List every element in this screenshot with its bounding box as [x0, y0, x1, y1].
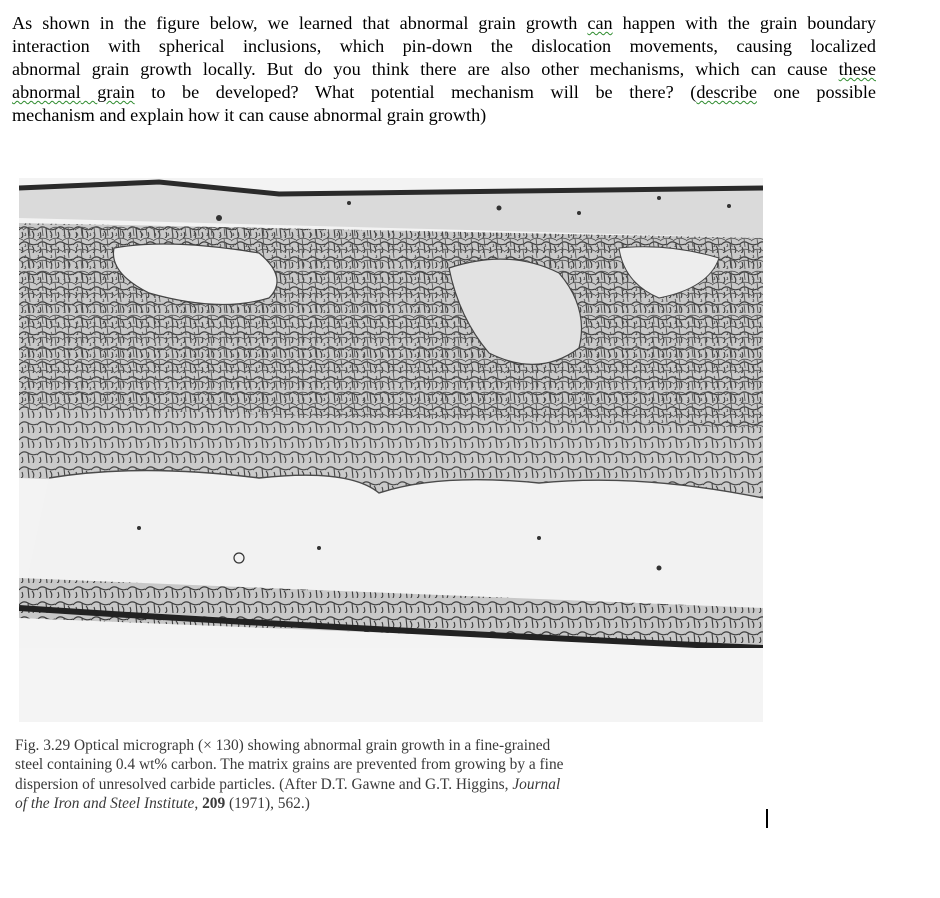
spellcheck-word[interactable]: describe — [696, 82, 757, 102]
spellcheck-word[interactable]: grain — [97, 82, 135, 102]
question-line: interaction with spherical inclusions, which pin-down the dislocation movements, causing localized — [12, 36, 876, 56]
question-paragraph[interactable] — [12, 12, 876, 127]
spellcheck-word[interactable]: these — [838, 59, 876, 79]
caption-line: dispersion of unresolved carbide particles. (After D.T. Gawne and G.T. Higgins, Journal — [15, 775, 561, 793]
text-cursor — [766, 809, 768, 828]
question-line: mechanism and explain how it can cause abnormal grain growth) — [12, 105, 487, 125]
spellcheck-word[interactable]: can — [587, 13, 613, 33]
caption-line: of the Iron and Steel Institute, 209 (1971), 562.) — [15, 794, 310, 812]
caption-line: Fig. 3.29 Optical micrograph (× 130) showing abnormal grain growth in a fine-grained — [15, 737, 551, 754]
caption-line: steel containing 0.4 wt% carbon. The matrix grains are prevented from growing by a fine — [15, 756, 564, 774]
micrograph-image — [19, 178, 763, 722]
figure-caption — [15, 736, 759, 813]
question-line: As shown in the figure below, we learned that abnormal grain growth can happen with the grain boundary — [12, 13, 876, 33]
question-line: abnormal grain growth locally. But do you think there are also other mechanisms, which can cause these — [12, 59, 876, 79]
spellcheck-word[interactable]: abnormal — [12, 82, 81, 102]
question-line: abnormal grain to be developed? What potential mechanism will be there? (describe one possible — [12, 82, 876, 102]
